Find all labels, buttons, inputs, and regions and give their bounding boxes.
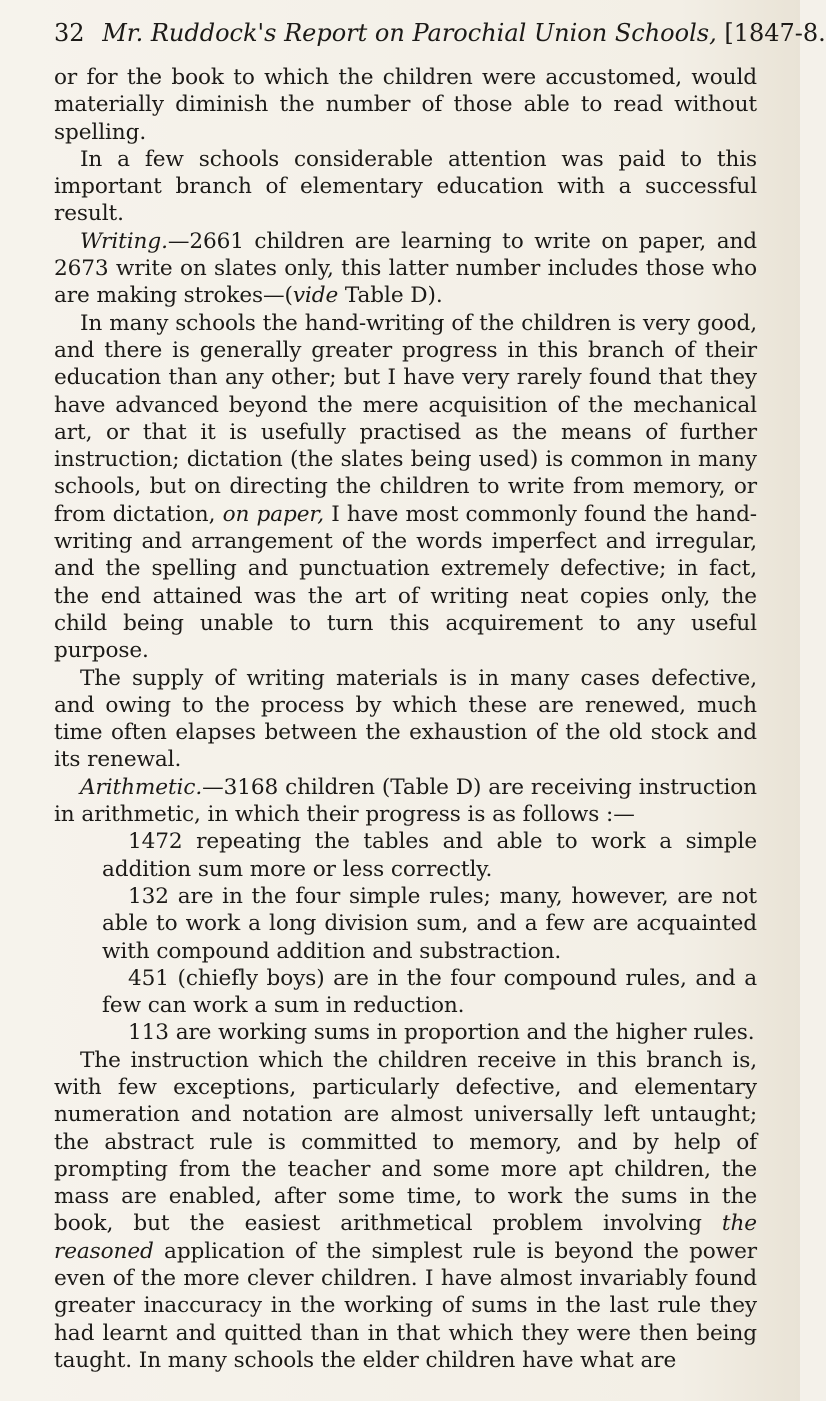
item-number: 113 xyxy=(128,1020,169,1046)
item-text: repeating the tables and able to work a simple addition sum more or less correctly. xyxy=(102,829,757,882)
on-paper-italic: on paper, xyxy=(222,501,325,527)
instruction-text-a: The instruction which the children receive in this branch is, with few exceptions, particularly defective, and elementary numeration and notation are almost universally left untaught; the abstract rule is committed to memory, and by help of prompting from the teacher and some more apt children, the mass are enabled, after some time, to work the sums in the book, but the easiest arithmetical problem involving xyxy=(54,1047,757,1237)
writing-text-a: —2661 children are learning to write on paper, and 2673 write on slates only, this latter number includes those who are making strokes—( xyxy=(54,228,757,309)
section-heading-writing: Writing. xyxy=(80,228,168,254)
list-item xyxy=(54,828,757,883)
reasoned-italic: the reasoned xyxy=(54,1211,757,1264)
body-text xyxy=(54,64,757,1374)
paragraph-instruction-defective xyxy=(54,1047,757,1375)
item-text: are working sums in proportion and the higher rules. xyxy=(175,1020,755,1046)
page-number: 32 xyxy=(54,19,85,47)
header-title: Mr. Ruddock's Report on Parochial Union Schools, xyxy=(102,19,717,47)
item-text: are in the four simple rules; many, however, are not able to work a long division sum, and a few are acquainted with compound addition and substraction. xyxy=(102,883,758,964)
writing-text-b: Table D). xyxy=(338,283,443,309)
list-item xyxy=(54,965,757,1020)
paragraph-hand-writing xyxy=(54,310,757,665)
paragraph-writing xyxy=(54,228,757,310)
item-number: 1472 xyxy=(128,829,183,855)
header-year: [1847-8. xyxy=(724,19,826,47)
paragraph-spelling-attention: In a few schools considerable attention was paid to this important branch of elementary education with a successful result. xyxy=(54,146,757,227)
item-number: 132 xyxy=(128,883,169,909)
running-header xyxy=(54,18,826,48)
vide-italic: vide xyxy=(292,283,339,309)
paragraph-arithmetic xyxy=(54,774,757,829)
instruction-text-b: application of the simplest rule is beyond the power even of the more clever children. I have almost invariably found greater inaccuracy in the working of sums in the last rule they had learnt and quitted than in that which they were then being taught. In many schools the elder children have what are xyxy=(54,1238,757,1373)
list-item xyxy=(54,883,757,965)
handwriting-text-b: I have most commonly found the hand-writing and arrangement of the words imperfect and irregular, and the spelling and punctuation extremely defective; in fact, the end attained was the art of writing neat copies only, the child being unable to turn this acquirement to any useful purpose. xyxy=(54,501,757,664)
list-item xyxy=(54,1019,757,1046)
arithmetic-text: —3168 children (Table D) are receiving instruction in arithmetic, in which their progress is as follows :— xyxy=(54,774,757,828)
section-heading-arithmetic: Arithmetic. xyxy=(80,774,203,800)
item-number: 451 xyxy=(128,965,169,991)
item-text: (chiefly boys) are in the four compound rules, and a few can work a sum in reduction. xyxy=(102,965,758,1019)
paragraph-writing-materials: The supply of writing materials is in many cases defective, and owing to the process by which these are renewed, much time often elapses between the exhaustion of the old stock and its renewal. xyxy=(54,665,757,773)
handwriting-text-a: In many schools the hand-writing of the children is very good, and there is generally greater progress in this branch of their education than any other; but I have very rarely found that they have advanced beyond the mere acquisition of the mechanical art, or that it is usefully practised as the means of further instruction; dictation (the slates being used) is common in many schools, but on directing the children to write from memory, or from dictation, xyxy=(54,310,757,527)
paragraph-reading-continued: or for the book to which the children were accustomed, would materially diminish the number of those able to read without spelling. xyxy=(54,65,757,145)
